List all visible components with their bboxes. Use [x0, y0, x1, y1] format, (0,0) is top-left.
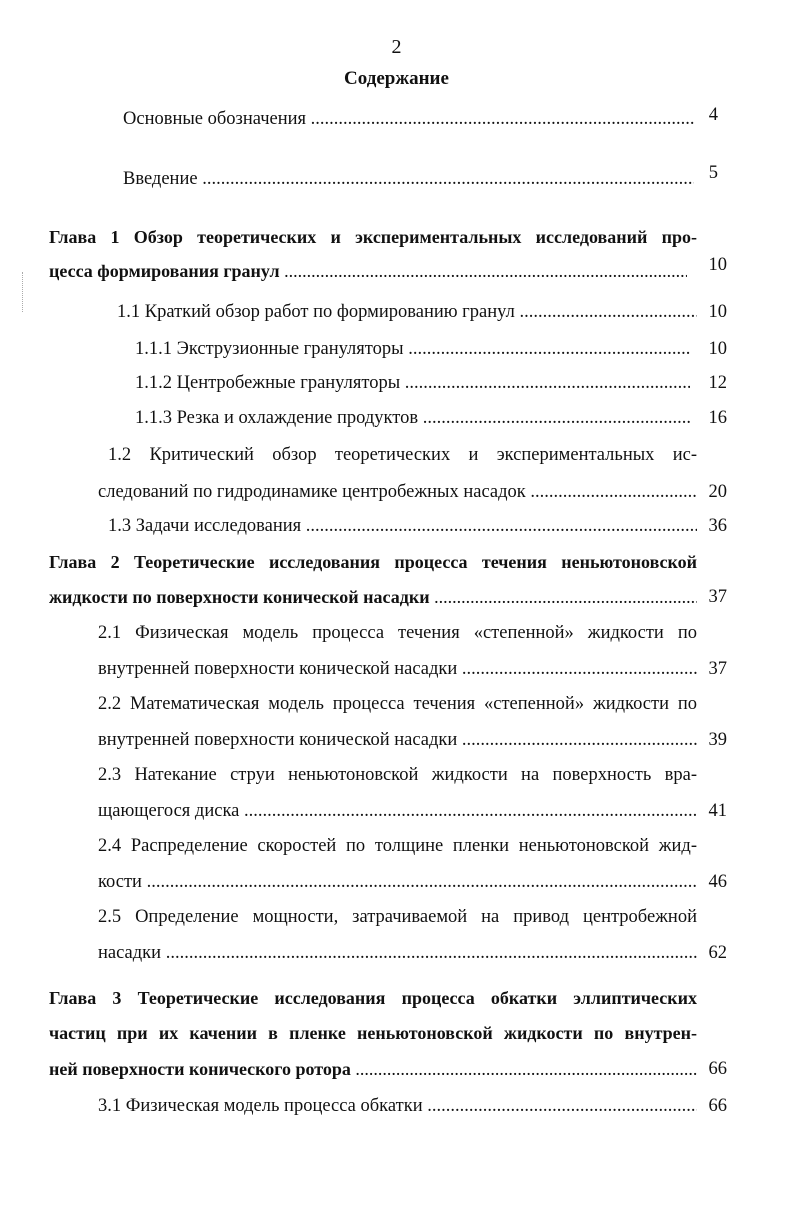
toc-page-chapter-3: 66	[697, 1054, 727, 1084]
toc-page-1-1-3: 16	[690, 403, 727, 433]
toc-chapter-2-line2: жидкости по поверхности конической насадки .....	[49, 582, 697, 612]
toc-entry-notation: Основные обозначения .....	[123, 104, 694, 134]
toc-page-1-1-2: 12	[690, 368, 727, 398]
toc-chapter-2-line1: Глава 2 Теоретические исследования процесса течения неньютоновской	[49, 552, 697, 572]
toc-page-2-4: 46	[697, 867, 727, 897]
toc-entry-1-2-line2: следований по гидродинамике центробежных насадок .....	[98, 477, 697, 507]
toc-page-1-3: 36	[697, 511, 727, 541]
toc-entry-1-1-2: 1.1.2 Центробежные грануляторы .....	[135, 368, 690, 398]
toc-page-1-2: 20	[697, 477, 727, 507]
toc-chapter-3-line3: ней поверхности конического ротора .....	[49, 1054, 697, 1084]
toc-entry-2-2-line2: внутренней поверхности конической насадки .....	[98, 725, 697, 755]
toc-page-chapter-1: 10	[687, 250, 727, 280]
toc-entry-1-1-3: 1.1.3 Резка и охлаждение продуктов .....	[135, 403, 690, 433]
toc-page-3-1: 66	[697, 1091, 727, 1121]
toc-chapter-1-line2: цесса формирования гранул .....	[49, 256, 687, 286]
toc-page-2-5: 62	[697, 938, 727, 968]
toc-page-2-3: 41	[697, 796, 727, 826]
toc-entry-1-3: 1.3 Задачи исследования .....	[108, 511, 697, 541]
toc-entry-1-1: 1.1 Краткий обзор работ по формированию гранул .....	[117, 297, 697, 327]
toc-entry-2-4-line2: кости .....	[98, 867, 697, 897]
toc-chapter-3-line1: Глава 3 Теоретические исследования процесса обкатки эллиптических	[49, 988, 697, 1008]
toc-entry-2-4-line1: 2.4 Распределение скоростей по толщине пленки неньютоновской жид-	[98, 836, 697, 856]
toc-page-1-1-1: 10	[690, 334, 727, 364]
toc-entry-intro: Введение .....	[123, 164, 694, 194]
toc-page-2-2: 39	[697, 725, 727, 755]
toc-page-1-1: 10	[697, 297, 727, 327]
toc-page-notation: 4	[694, 100, 718, 130]
toc-chapter-1-line1: Глава 1 Обзор теоретических и экспериментальных исследований про-	[49, 227, 697, 247]
toc-entry-2-5-line1: 2.5 Определение мощности, затрачиваемой на привод центробежной	[98, 907, 697, 927]
page-number: 2	[391, 36, 402, 58]
toc-page-2-1: 37	[697, 654, 727, 684]
toc-entry-2-3-line2: щающегося диска .....	[98, 796, 697, 826]
scan-margin-mark	[22, 272, 25, 312]
toc-entry-2-3-line1: 2.3 Натекание струи неньютоновской жидкости на поверхность вра-	[98, 765, 697, 785]
toc-chapter-3-line2: частиц при их качении в пленке неньютоновской жидкости по внутрен-	[49, 1023, 697, 1043]
toc-entry-2-1-line1: 2.1 Физическая модель процесса течения «степенной» жидкости по	[98, 623, 697, 643]
toc-page-intro: 5	[694, 158, 718, 188]
toc-entry-2-5-line2: насадки .....	[98, 938, 697, 968]
toc-entry-1-1-1: 1.1.1 Экструзионные грануляторы .....	[135, 334, 690, 364]
toc-entry-3-1: 3.1 Физическая модель процесса обкатки .....	[98, 1091, 697, 1121]
toc-page-chapter-2: 37	[697, 582, 727, 612]
toc-entry-1-2-line1: 1.2 Критический обзор теоретических и экспериментальных ис-	[108, 445, 697, 465]
toc-title: Содержание	[344, 68, 449, 89]
toc-entry-2-2-line1: 2.2 Математическая модель процесса течения «степенной» жидкости по	[98, 694, 697, 714]
toc-entry-2-1-line2: внутренней поверхности конической насадки .....	[98, 654, 697, 684]
